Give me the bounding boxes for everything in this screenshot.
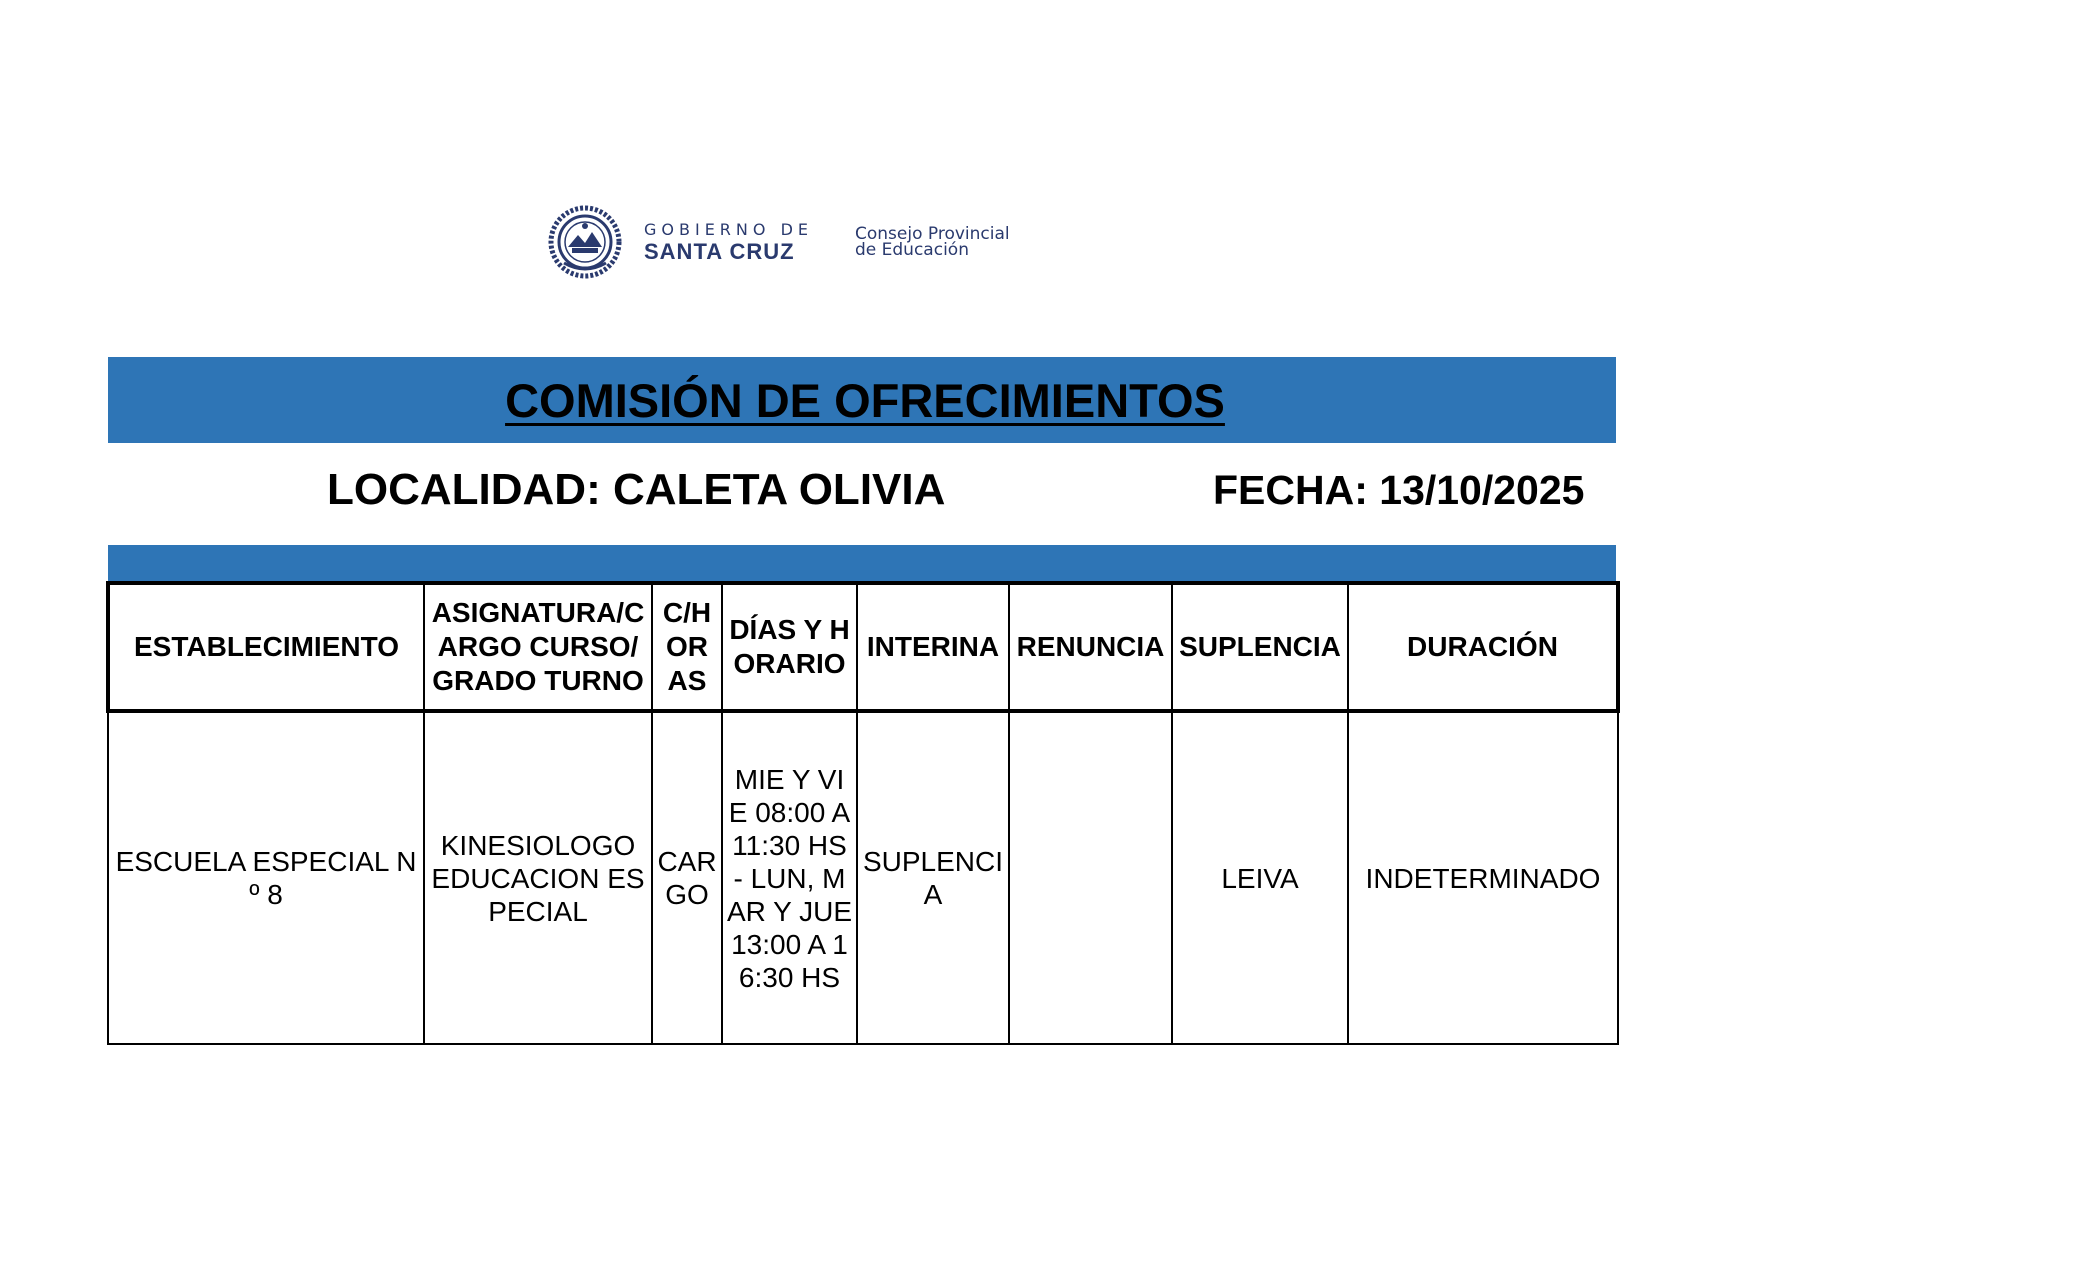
column-header-suplencia: SUPLENCIA bbox=[1172, 583, 1348, 711]
cell-dias-horario: MIE Y VIE 08:00 A 11:30 HS - LUN, MAR Y JUE 13:00 A 16:30 HS bbox=[722, 711, 857, 1044]
cell-interina: SUPLENCIA bbox=[857, 711, 1009, 1044]
government-logo-text bbox=[644, 219, 813, 264]
date-label: FECHA: 13/10/2025 bbox=[1213, 467, 1585, 513]
logo bbox=[548, 206, 1010, 278]
column-header-renuncia: RENUNCIA bbox=[1009, 583, 1172, 711]
cell-renuncia bbox=[1009, 711, 1172, 1044]
page-title: COMISIÓN DE OFRECIMIENTOS bbox=[505, 373, 1225, 427]
column-header-asignatura: ASIGNATURA/CARGO CURSO/GRADO TURNO bbox=[424, 583, 652, 711]
cell-horas: CARGO bbox=[652, 711, 722, 1044]
table-row bbox=[108, 711, 1618, 1044]
council-label-line2: de Educación bbox=[855, 240, 969, 260]
cell-asignatura: KINESIOLOGO EDUCACION ESPECIAL bbox=[424, 711, 652, 1044]
government-label: GOBIERNO DE bbox=[644, 219, 813, 239]
table-top-band bbox=[108, 545, 1616, 581]
column-header-interina: INTERINA bbox=[857, 583, 1009, 711]
cell-establecimiento: ESCUELA ESPECIAL Nº 8 bbox=[108, 711, 424, 1044]
column-header-establecimiento: ESTABLECIMIENTO bbox=[108, 583, 424, 711]
cell-duracion: INDETERMINADO bbox=[1348, 711, 1618, 1044]
column-header-dias-horario: DÍAS Y HORARIO bbox=[722, 583, 857, 711]
locality-label: LOCALIDAD: CALETA OLIVIA bbox=[327, 465, 946, 514]
offers-table bbox=[106, 581, 1620, 1045]
cell-suplencia: LEIVA bbox=[1172, 711, 1348, 1044]
column-header-horas: C/HORAS bbox=[652, 583, 722, 711]
province-label: SANTA CRUZ bbox=[644, 238, 795, 264]
column-header-duracion: DURACIÓN bbox=[1348, 583, 1618, 711]
council-label-line1: Consejo Provincial bbox=[855, 224, 1010, 244]
santa-cruz-seal-icon bbox=[548, 205, 622, 279]
title-banner bbox=[108, 357, 1616, 443]
council-logo-text bbox=[855, 226, 1010, 258]
table-header-row bbox=[108, 583, 1618, 711]
